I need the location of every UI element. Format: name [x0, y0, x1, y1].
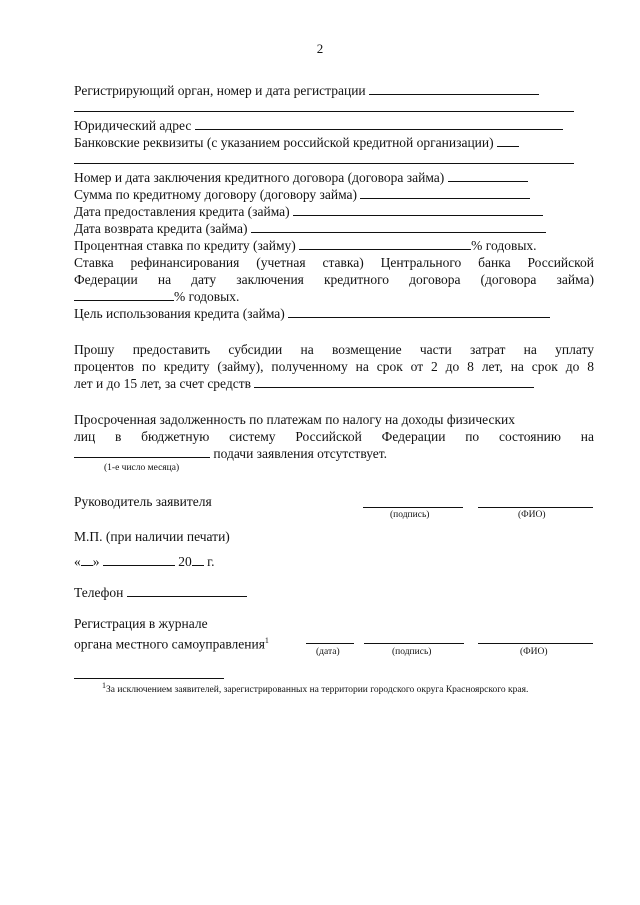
journal-line2 — [74, 632, 269, 653]
field-registration-body — [74, 82, 539, 99]
blank-line — [74, 163, 574, 164]
journal-line1: Регистрация в журнале — [74, 616, 208, 631]
date-line — [74, 553, 215, 570]
request-line3 — [74, 375, 534, 392]
interest-rate-suffix: % годовых. — [471, 238, 537, 253]
page-number: 2 — [316, 41, 324, 56]
request-line2: процентов по кредиту (займу), полученному на срок от 2 до 8 лет, на срок до 8 — [74, 359, 594, 374]
date-close: » — [92, 554, 100, 569]
field-refinancing-rate-line1: Ставка рефинансирования (учетная ставка) Центрального банка Российской — [74, 255, 594, 270]
name-hint: (ФИО) — [518, 510, 546, 520]
year-blank — [192, 553, 204, 566]
name-line — [478, 643, 593, 644]
field-label: Цель использования кредита (займа) — [74, 306, 285, 321]
signature-line — [364, 643, 464, 644]
field-label: Дата предоставления кредита (займа) — [74, 204, 290, 219]
blank-line — [127, 584, 247, 597]
footnote-number: 1 — [102, 681, 106, 690]
name-hint: (ФИО) — [520, 647, 548, 657]
request-line1: Прошу предоставить субсидии на возмещение части затрат на уплату — [74, 342, 594, 357]
field-interest-rate — [74, 237, 537, 254]
year-suffix: г. — [207, 554, 215, 569]
date-open: « — [74, 554, 81, 569]
field-refinancing-rate-line2: Федерации на дату заключения кредитного договора (договора займа) — [74, 272, 594, 287]
date-hint: (дата) — [316, 647, 340, 657]
phone-field — [74, 584, 247, 601]
footnote — [102, 681, 528, 695]
request-line3-text: лет и до 15 лет, за счет средств — [74, 376, 252, 391]
field-label: Юридический адрес — [74, 118, 192, 133]
field-loan-amount — [74, 186, 530, 203]
field-label: Банковские реквизиты (с указанием российской кредитной организации) — [74, 135, 494, 150]
field-label: Номер и дата заключения кредитного договора (договора займа) — [74, 170, 445, 185]
field-label: Дата возврата кредита (займа) — [74, 221, 248, 236]
blank-line — [195, 117, 563, 130]
date-line-blank — [306, 643, 354, 644]
blank-line — [74, 111, 574, 112]
blank-line — [293, 203, 543, 216]
blank-line — [251, 220, 546, 233]
field-label: Сумма по кредитному договору (договору займа) — [74, 187, 358, 202]
phone-label: Телефон — [74, 585, 124, 600]
blank-line — [448, 169, 528, 182]
footnote-text: За исключением заявителей, зарегистрированных на территории городского округа Красноярского края. — [106, 685, 529, 696]
seal-label: М.П. (при наличии печати) — [74, 529, 230, 544]
blank-line — [74, 288, 174, 301]
signature-hint: (подпись) — [390, 510, 430, 520]
journal-line2-text: органа местного самоуправления — [74, 636, 265, 652]
field-issue-date — [74, 203, 543, 220]
blank-line — [254, 375, 534, 388]
footnote-separator — [74, 678, 224, 679]
field-loan-agreement — [74, 169, 528, 186]
head-label: Руководитель заявителя — [74, 494, 212, 509]
refinancing-rate-suffix: % годовых. — [174, 289, 240, 304]
field-loan-purpose — [74, 305, 550, 322]
field-legal-address — [74, 117, 563, 134]
tax-statement-line3-text: подачи заявления отсутствует. — [213, 446, 388, 461]
field-refinancing-rate-value — [74, 288, 239, 305]
blank-line — [369, 82, 539, 95]
signature-hint: (подпись) — [392, 647, 432, 657]
signature-line — [363, 507, 463, 508]
date-hint: (1-е число месяца) — [104, 463, 180, 473]
day-blank — [81, 553, 93, 566]
footnote-mark: 1 — [264, 636, 269, 645]
blank-line — [497, 134, 519, 147]
field-label: Процентная ставка по кредиту (займу) — [74, 238, 296, 253]
field-label: Регистрирующий орган, номер и дата регистрации — [74, 83, 366, 98]
field-return-date — [74, 220, 546, 237]
tax-statement-line3 — [74, 445, 387, 462]
tax-statement-line2: лиц в бюджетную систему Российской Федерации по состоянию на — [74, 429, 594, 444]
tax-statement-line1: Просроченная задолженность по платежам по налогу на доходы физических — [74, 412, 516, 427]
blank-line — [288, 305, 550, 318]
blank-line — [74, 445, 210, 458]
blank-line — [360, 186, 530, 199]
name-line — [478, 507, 593, 508]
field-bank-details — [74, 134, 519, 151]
year-prefix: 20 — [178, 554, 192, 569]
blank-line — [299, 237, 471, 250]
month-blank — [103, 553, 175, 566]
